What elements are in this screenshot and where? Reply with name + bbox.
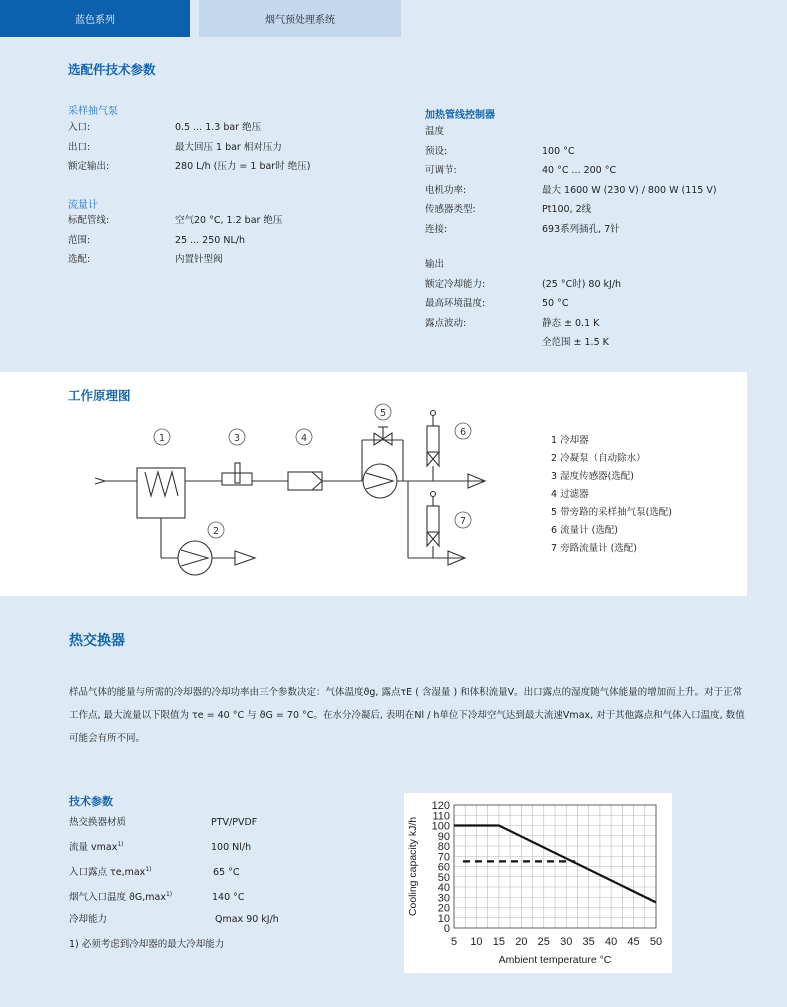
param-label: 入口露点 τe,max bbox=[69, 867, 146, 879]
x-tick-label: 40 bbox=[604, 936, 618, 948]
y-tick-label: 110 bbox=[432, 810, 450, 823]
heat-exchanger-paragraph: 样品气体的能量与所需的冷却器的冷却功率由三个参数决定：气体温度ϑg, 露点τE ( 含湿量 ) 和体积流量V。出口露点的湿度随气体能量的增加而上升。对于正常工作点, 最大流量以下限值为 τe = 40 °C 与 ϑG = 70 °C。在水分冷凝后, 表明在Nl / h单位下冷却空气达到最大流速Vmax, 对于其他露点和气体入口温度, 数值可能会有所不同。 bbox=[69, 687, 745, 744]
footnote-ref: 1) bbox=[117, 841, 124, 848]
pump-title: 采样抽气泵 bbox=[68, 106, 118, 117]
tab-blue-series[interactable] bbox=[0, 0, 190, 37]
param-label: 连接: bbox=[425, 223, 448, 235]
callout-1: 1 bbox=[158, 433, 166, 444]
callout-6: 6 bbox=[459, 427, 467, 438]
param-value: 静态 ± 0.1 K bbox=[542, 317, 600, 329]
legend-item: 2 冷凝泵（自动除水） bbox=[551, 453, 646, 464]
y-tick-label: 70 bbox=[437, 851, 450, 864]
callout-2: 2 bbox=[212, 526, 220, 537]
cooler-coil bbox=[145, 472, 178, 496]
param-label: 电机功率: bbox=[425, 184, 467, 196]
y-tick-label: 90 bbox=[437, 830, 450, 843]
param-value: 全范围 ± 1.5 K bbox=[542, 337, 609, 348]
footnote-ref: 1) bbox=[165, 891, 173, 899]
param-value: 280 L/h (压力 = 1 bar时 绝压) bbox=[175, 161, 311, 172]
options-title: 选配件技术参数 bbox=[68, 62, 156, 77]
param-label: 预设: bbox=[425, 145, 448, 157]
param-value: Qmax 90 kJ/h bbox=[215, 914, 279, 926]
param-value: 100 Nl/h bbox=[211, 842, 252, 854]
param-value: 内置针型阀 bbox=[175, 254, 223, 265]
cooling-capacity-chart bbox=[404, 793, 672, 973]
param-value: (25 °C时) 80 kJ/h bbox=[542, 278, 622, 290]
param-value: Pt100, 2线 bbox=[542, 204, 592, 215]
param-label: 冷却能力 bbox=[69, 914, 108, 926]
tech-params-footnote: 1) 必须考虑到冷却器的最大冷却能力 bbox=[69, 939, 225, 950]
heated-line-params bbox=[425, 122, 717, 353]
legend-item: 3 湿度传感器(选配) bbox=[551, 471, 634, 482]
param-value: 最大回压 1 bar 相对压力 bbox=[175, 141, 282, 153]
param-value: 25 ... 250 NL/h bbox=[175, 234, 245, 246]
param-value: 最大 1600 W (230 V) / 800 W (115 V) bbox=[542, 184, 717, 196]
param-value: 0.5 ... 1.3 bar 绝压 bbox=[175, 122, 262, 133]
flowmeter-6-top bbox=[431, 411, 436, 416]
param-value: 空气20 °C, 1.2 bar 绝压 bbox=[175, 215, 283, 226]
filter-symbol bbox=[288, 472, 322, 490]
principle-title: 工作原理图 bbox=[68, 388, 131, 403]
x-tick-label: 5 bbox=[450, 936, 458, 948]
pump-params bbox=[68, 118, 310, 177]
filter-mark bbox=[312, 472, 322, 490]
param-label: 范围: bbox=[68, 234, 91, 246]
cooling-capacity-chart-panel bbox=[404, 793, 672, 973]
x-tick-label: 20 bbox=[515, 936, 528, 948]
x-tick-label: 50 bbox=[649, 936, 663, 948]
x-tick-label: 15 bbox=[492, 936, 506, 948]
callout-4: 4 bbox=[300, 433, 308, 444]
param-label: 烟气入口温度 ϑG,max bbox=[69, 892, 166, 904]
param-label: 流量 vmax bbox=[69, 842, 118, 854]
x-tick-label: 10 bbox=[470, 936, 483, 948]
param-label: 额定输出: bbox=[68, 161, 110, 172]
y-tick-label: 120 bbox=[431, 800, 450, 812]
param-label: 选配: bbox=[68, 254, 91, 265]
y-tick-label: 30 bbox=[437, 892, 450, 905]
legend-item: 4 过滤器 bbox=[551, 489, 589, 500]
flowmeter-7-valve bbox=[427, 532, 439, 546]
param-value: 65 °C bbox=[213, 867, 240, 879]
param-label: 出口: bbox=[68, 141, 91, 153]
param-value: 50 °C bbox=[542, 298, 569, 309]
flow-diagram bbox=[90, 400, 510, 590]
legend-item: 6 流量计 (选配) bbox=[551, 525, 618, 536]
flowmeter-title: 流量计 bbox=[68, 200, 98, 211]
flowmeter-6-valve bbox=[427, 452, 439, 466]
param-label: 露点波动: bbox=[425, 317, 467, 329]
callout-3: 3 bbox=[233, 433, 241, 444]
legend-item: 5 带旁路的采样抽气泵(选配) bbox=[551, 507, 672, 518]
param-value: 100 °C bbox=[542, 145, 575, 157]
y-tick-label: 10 bbox=[437, 912, 450, 925]
flowmeter-params bbox=[68, 211, 282, 270]
callout-5: 5 bbox=[379, 408, 387, 419]
pump-mark bbox=[366, 473, 393, 489]
pump-mark bbox=[181, 550, 208, 566]
flowmeter-7-top bbox=[431, 492, 436, 497]
heated-line-title: 加热管线控制器 bbox=[425, 110, 495, 121]
drain-outlet-arrow bbox=[235, 551, 255, 565]
tab-blue-series-label: 蓝色系列 bbox=[75, 15, 115, 26]
legend-item: 1 冷却器 bbox=[551, 435, 589, 446]
tab-flue-gas-system[interactable] bbox=[199, 0, 401, 37]
x-tick-label: 25 bbox=[537, 936, 550, 948]
callout-7: 7 bbox=[459, 516, 467, 527]
y-tick-label: 80 bbox=[437, 841, 450, 853]
param-label: 可调节: bbox=[425, 165, 457, 176]
y-tick-label: 40 bbox=[437, 882, 450, 894]
param-value: 40 °C ... 200 °C bbox=[542, 165, 617, 176]
tech-params-title: 技术参数 bbox=[69, 795, 113, 808]
param-label: 标配管线: bbox=[68, 215, 110, 226]
tab-flue-gas-system-label: 烟气预处理系统 bbox=[265, 15, 335, 26]
tech-params-table bbox=[69, 812, 279, 931]
param-label: 传感器类型: bbox=[425, 204, 476, 215]
y-axis-label: Cooling capacity kJ/h bbox=[407, 816, 419, 917]
y-tick-label: 100 bbox=[431, 820, 450, 833]
group-title: 输出 bbox=[425, 259, 445, 270]
principle-legend bbox=[551, 432, 672, 558]
legend-item: 7 旁路流量计 (选配) bbox=[551, 543, 637, 554]
x-axis-label: Ambient temperature °C bbox=[498, 954, 612, 966]
param-label: 热交换器材质 bbox=[69, 817, 127, 828]
y-tick-label: 20 bbox=[437, 902, 450, 915]
footnote-ref: 1) bbox=[145, 866, 152, 874]
inlet-arrow bbox=[95, 478, 105, 484]
x-tick-label: 30 bbox=[560, 936, 573, 948]
heat-exchanger-title: 热交换器 bbox=[69, 633, 125, 649]
group-title: 温度 bbox=[425, 126, 445, 137]
flowmeter-7-symbol bbox=[427, 506, 439, 532]
y-tick-label: 50 bbox=[437, 871, 450, 884]
y-tick-label: 60 bbox=[437, 861, 450, 874]
param-label: 入口: bbox=[68, 122, 91, 133]
y-tick-label: 0 bbox=[443, 923, 450, 935]
param-label: 最高环境温度: bbox=[425, 298, 486, 309]
flowmeter-6-symbol bbox=[427, 426, 439, 452]
param-value: 693系列插孔, 7针 bbox=[542, 223, 620, 235]
param-value: 140 °C bbox=[212, 892, 245, 904]
x-tick-label: 45 bbox=[627, 936, 640, 948]
x-tick-label: 35 bbox=[582, 936, 595, 948]
param-label: 额定冷却能力: bbox=[425, 278, 486, 290]
param-value: PTV/PVDF bbox=[211, 817, 258, 828]
